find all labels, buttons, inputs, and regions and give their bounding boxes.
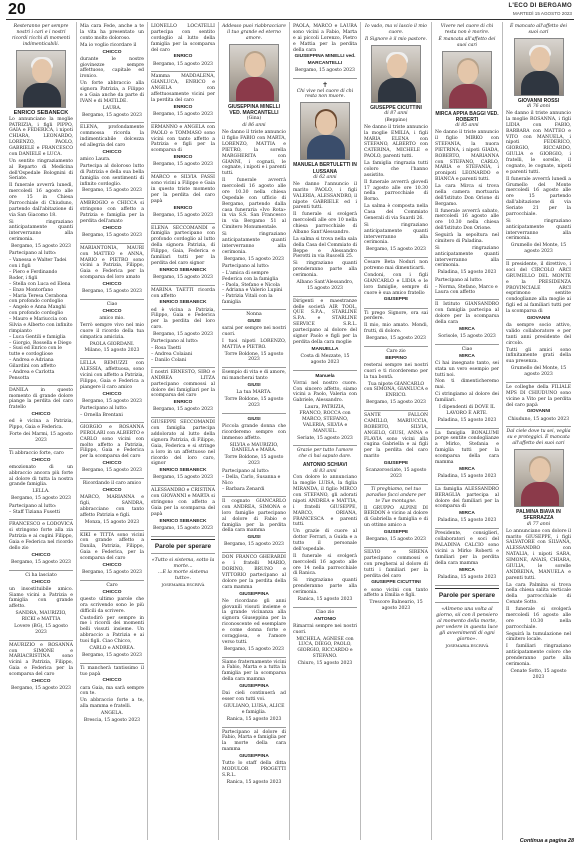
condolence-notice: Ciao MIRCA Ci hai insegnato tanto, sei stata un vero esempio per tutti noi. Non ti dimenticheremo mai. Ci stringiamo al dolore dei familiari. I dipendenti di DOVE IL LAVORO È ARTE. Paladina, 15 agosto 2023 <box>435 345 499 429</box>
column-2 <box>77 22 148 840</box>
condolence-notice: KIKI e TITTA sono vicini con grande affetto a Danila, Patrizia, Filippo, Gaia e Federica, per la scomparsa del caro CHICCO Bergamo, 15 agosto 2023 <box>80 531 144 581</box>
portrait-photo <box>16 50 66 108</box>
condolence-notice: DON FRANCO GHERARDI e i fratelli MARIO, DORINO, BRUNO e VITTORIO partecipano al dolore per la perdita della cara mamma GIUSEPPINA Ne ricordano gli anni giovanili vissuti insieme e la grande vicinanza alla signora Giuseppina per la riconoscente ed esemplare e come donna forte e coraggiosa, e l'amore verso tutti. Bergamo, 15 agosto 2023 <box>222 553 286 657</box>
condolence-notice: Il presidente, il direttivo, i soci del CIRCOLO ARCI GRUMELLO DEL MONTE e la PRESIDENZA PROVINCIALE ARCI esprimono sentite condoglianze alla moglie ai figli ed ai familiari tutti per la scomparsa di GIOVANNI da sempre socio attivo, valido collaboratore e per tanti anni presidente del circolo. Tutti gli amici sono infinitamente grati della sua presenza. Grumello del Monte, 15 agosto 2023 <box>506 260 571 383</box>
condolence-list: – Vanessa e Walter Tadei con i figli – Piero e Ferdinando Roder, i figli – Stella con Luca ed Elena – Enzo Montorfano – Maria Teresa Cerabona con profondo cordoglio – Angelo e Anna Manghi con profondo cordoglio – Mauro e Mariuccia con Silvia e Alberto con infinito rimpianto – Luca Gentili e famiglia – Giorgio, Rossella e Diego – Susi ed Enrico con le tutte e cordogliose – Andrea e Adriana Gilardini con affetto – Andrea e Carlotta Pensotta <box>9 258 73 381</box>
condolence-notice: MARIANTONIA, MAURI con MATTEO e ANNA, MARIO e PIETRO sono vicini a Patrizia, Filippo, Gaia e Federica per la scomparsa del loro amato CHICCO Bergamo, 15 agosto 2023 <box>80 244 144 300</box>
condolence-notice: SANTE FALLON CAMILLO, MARIUCCIA, ROBERTO, SILVIA, ANGELO, GIUSI, ANNA e FLAVIA sono vicini alla cugina Gabriella e ai figli per la perdita del caro marito GIUSEPPE Scanzorosciate, 15 agosto 2023 <box>364 411 428 485</box>
column-6 <box>361 22 432 840</box>
page-number: 20 <box>8 1 26 18</box>
condolence-notice: Esempio di vita e di amore, mi mancherai tanto GIUSI La tua MARTA. Torre Boldone, 15 agosto 2023 <box>222 368 286 414</box>
column-7 <box>432 22 503 840</box>
condolence-notice: PAOLA, MARCO e LAURA sono vicini a Fabio, Marta e ai piccoli Lorenzo, Pietro e Mattia per la perdita della cara GIUSEPPINA MINELLI ved. MARCANTELLI Bergamo, 15 agosto 2023 <box>293 22 357 79</box>
condolence-notice: Il cognato GIANCARLO con ANDREA, SIMONA e loro famiglie partecipano al dolore di Fabio e famiglia per la perdita della cara mamma GIUSI Bergamo, 15 agosto 2023 <box>222 497 286 553</box>
cross-icon: ✝ <box>322 80 328 89</box>
columns <box>6 22 574 840</box>
condolence-notice: ELENA SECCOMANDI e famiglia partecipano con profondo cordoglio al lutto della signora Patrizia, di Filippo, Gaia, Federica e familiari tutti per la perdita del caro signor ENRICO SEBANECK Bergamo, 15 agosto 2023 <box>151 224 215 286</box>
condolence-notice: Ti preghiamo, nel tuo paradiso facci andare per te Tue montagne. Il GRUPPO ALPINI DI BERDON è vicino al dolore di Gabriella e famiglia e di un ottimo amico a GIUSEPPE Bergamo, 15 agosto 2023 <box>364 485 428 548</box>
obituary-notice: Addesso puoi riabbracciare il tuo grande ed eterno amore. GIUSEPPINA MINELLI VED. MARCANTELLI (Gina) di 86 anni Ne danno il triste annuncio il figlio FABIO con MARTA, LORENZO, MATTIA e PIETRO, la sorella MARGHERITA con GIANNI, i cognati, le cognate, i nipoti e i parenti tutti. Il funerale avverrà mercoledì 16 agosto alle ore 10.30 nella chiesa Ospedale con ufficio di Bergamo, partendo dalla casa funeraria «Ivo Rota» in via S.S. San Francesco in via Bergamo 51 al Cimitero Monumentale. Si ringraziano anticipatamente quanti interverranno alla cerimonia. Bergamo, 15 agosto 2023 Partecipano al lutto: – L'amica di sempre Federica con la famiglia – Paola, Stefano e Nicola – Adriana e Valerio Lupini – Patrizia Vitali con la famiglia <box>222 22 286 310</box>
publication-date: MARTEDÌ 15 AGOSTO 2023 <box>512 10 572 16</box>
column-8 <box>503 22 574 840</box>
words-of-hope-title: Parole per sperare <box>435 588 499 603</box>
condolence-notice: La famiglia BONALUMI porge sentite condoglianze a Mirko, Stefania e famiglia tutti per la scomparsa della cara mamma MIRCA Paladina, 15 agosto 2023 <box>435 429 499 485</box>
column-3 <box>148 22 219 840</box>
condolence-notice: La famiglia ALESSANDRO BERAGLIA partecipa al dolore dei familiari per la scomparsa di MIRCA Paladina, 15 agosto 2023 <box>435 485 499 530</box>
condolence-notice: Dirigenti e maestranze delle società AIR TOOL, QUE S.P.A., STARLINE S.P.A. e STARLINE SERVICE S.R.L. partecipano al dolore del signor Paolo e figli per la perdita della cara moglie MANUELLA Costa di Mezzate, 15 agosto 2023 <box>293 297 357 371</box>
portrait-photo <box>229 44 279 102</box>
condolence-notice: LELLA REMUZZI con ALESSIA, affettuosa, sono vicini con affetto a Patrizia, Filippo, Gaia e Federica a piangere il caro amico CHICCO Bergamo, 15 agosto 2023 Partecipano al lutto: – Ornella Brentani <box>80 359 144 423</box>
condolence-notice: MARCO e SILVIA FASSI sono vicini a Filippo e Gaia in questo triste momento per la perdita del caro papà ENRICO Bergamo, 15 agosto 2023 <box>151 173 215 223</box>
condolence-notice: SILVIO e SIRENA partecipano commossi e con pregherai al dolore di tutti i familiari per la perdita del caro GIUSEPPE CICUTTINI e sono vicini con tanto affetto a Emilia e figli. Trescore Balneario, 15 agosto 2023 <box>364 550 428 612</box>
condolence-notice: ERMANNO e ANGELA con PAOLO e TOMMASO sono vicini con tanto affetto a Patrizia e figli per la scomparsa di ENRICO Bergamo, 15 agosto 2023 <box>151 123 215 173</box>
obituary-notice: È mancato all'affetto dei suoi cari GIOVANNI ROSSI di 76 anni Ne danno il triste annuncio la moglie ROSANNA, i figli LIDIA con FABIO, BARBARA con MATTEO e VITO con MANUELA, i nipoti FEDERICO, GIORGIO, RICCARDO, GIULIA e GIORGIO, i fratelli, le sorelle, il cognato, le cognate, nipoti e parenti tutti. Il funerale avverrà lunedì a Grumello del Monte mercoledì 16 agosto alle ore 15 partendo dall'abitazione di via Seriate 21 per la parrocchiale. Si ringraziano anticipatamente quanti interverranno alla cerimonia. Grumello del Monte, 15 agosto 2023 <box>506 22 571 260</box>
portrait-photo <box>300 102 350 160</box>
words-of-hope-title: Parole per sperare <box>151 539 215 554</box>
obituary-notice: Io vado, ma vi lascio il mio cuore. Il Signore è il mio pastore. GIUSEPPE CICUTTINI di 87 anni (Beppino) Ne danno il triste annuncio la moglie EMILIA, i figli MARIA ELENA con STEFANO, ALBERTO con CATERINA, MICHELE e PAOLO, parenti tutti. La famiglia ringrazia tutti coloro che l'hanno assistito. Il funerale avverrà giovedì 17 agosto alle ore 10.30 nella parrocchiale di Borno. La salma è composta nella Casa del Commiato Generali di via Suardi 26. Si ringraziano anticipatamente quanti interverranno alla cerimonia. Bergamo, 15 agosto 2023 <box>364 22 428 258</box>
condolence-notice: Mamma MADDALENA, GIANLUCA, ENRICO e ANGELA con affettuosamente vicini per la perdita del caro ENRICO Bergamo, 15 agosto 2023 <box>151 72 215 122</box>
portrait-photo <box>514 449 564 507</box>
column-4 <box>219 22 290 840</box>
deceased-name: GIUSEPPINA MINELLI VED. MARCANTELLI <box>227 103 281 117</box>
portrait-photo <box>442 51 492 109</box>
obituary-notice: Vivere nel cuore di chi resta non è morire. È mancata all'affetto dei suoi cari MIRCA APPIA BAGGI VED. ROBERTI di 85 anni Ne danno il triste annuncio il figlio MIRKO con STEFANIA, la nuora PIETRINA, i nipoti GIADA, ROBERTO, MARIANNA con STEFANO, CARLO, MARIA e STEFANIA, i pronipoti LEONARDO e BIANCA e parenti tutti. La cara Mirca si trova nella camera mortuaria dell'Istituto Don Orione di Bergamo. Il funerale avverrà sabato, mercoledì 16 agosto alle ore 10.30 nella chiesa dell'Istituto Don Orione. Seguirà la sepoltura nel cimitero di Paladina. Si ringraziano anticipatamente quanti interverranno alla cerimonia. Paladina, 15 agosto 2023 Partecipano al lutto: – Norma, Stefano, Marco e Laura con affetto <box>435 22 499 300</box>
condolence-notice: Nonna GIUSI sarai per sempre nei nostri cuori. I tuoi nipoti LORENZO, MATTIA e PIETRO. Torre Boldone, 15 agosto 2023 <box>222 310 286 368</box>
continued-on-page[interactable]: Continua a pagina 28 <box>519 838 574 845</box>
obituary-notice: Dal ciele dove tu sei, veglia su e proteggici. È mancata all'affetto dei suoi cari PALMINA BIAVA IN SFERRAZZA di 77 anni Lo annunciano con dolore il marito GIUSEPPE, i figli SALVATORE con SILVANA, ALESSANDRO con NATALIA, i nipoti SARA, SIMONE, ANAIS, CHIARA, GIULIA, le sorelle ANDREINA, MANUELA e parenti tutti. La cara Palmina si trova nella chiesa salita verticale della parrocchiale di Cenate Sotto. Il funerale si svolgerà mercoledì 16 agosto alle ore 10.30 nella parrocchiale. Seguirà la tumulazione nel cimitero locale. I familiari ringraziano anticipatamente coloro che prenderanno parte alla cerimonia. Cenate Sotto, 15 agosto 2023 <box>506 429 571 680</box>
condolence-notice: MAURIZIO e ROSANNA con SIMONE e MARIACRISTINA sono vicini a Patrizia, Filippo, Gaia e Federica per la scomparsa del caro CHICCO Bergamo, 15 agosto 2023 <box>9 642 73 692</box>
masthead <box>508 3 572 17</box>
condolence-notice: Il Istituto GIANSANDRO con famiglia partecipa al dolore per la scomparsa della cara MIRCA Sorisole, 15 agosto 2023 <box>435 300 499 345</box>
condolence-notice: LIONELLO LOCATELLI partecipa con sentito cordoglio al lutto della famiglia per la scomparsa del caro ENRICO Bergamo, 15 agosto 2023 <box>151 22 215 72</box>
portrait-photo <box>514 38 564 96</box>
condolence-notice: Caro zio BEPPINO resterai sempre nei nostri cuori e ti ricorderemo per la tua bontà. Tua nipote GIANCARLO con SIMONA, GIANLUCA e ENRICO. Bergamo, 15 agosto 2023 <box>364 347 428 411</box>
words-of-hope-quote: «Tutto si sistema, sotto la morte... ...E la morte sistema tutto». JOSEMARIA ESCRIVÀ <box>151 557 215 588</box>
obituary-notice: ✝ Chi vive nel cuore di chi resta non muore. MANUELA BERTULETTI IN LUSSANA di 62 anni Ne danno l'annuncio il marito PAOLO, i figli VALERIA, ALESSANDRO, il nipote GABRIELE ed i parenti tutti. Il funerale si svolgerà mercoledì alle ore 10 nella chiesa parrocchiale di Albano Sant'Alessandro. La salma si trova nella sala della Casa del Commiato di Beppe e Alessandro Pierotti in via Ruscelli 25. Si ringraziano quanti prenderanno parte alla cerimonia. Albano Sant'Alessandro, 15 agosto 2023 <box>293 79 357 297</box>
condolence-notice: I nostri ERNESTO, SIRO e ANDREA LITZA partecipano commossi al dolore dei famigliari per la scomparsa del caro ENRICO Bergamo, 15 agosto 2023 <box>151 368 215 418</box>
obituary-notice: Resteranno per sempre nostri i cari e i nostri ricordi ricchi di momenti indimenticabili. ENRICO SEBANECK Lo annunciano la moglie PATRIZIA, i figli PIPPO, GAIA e FEDERICA, i nipoti CHIARA, LEONARDO, LORENZO, PAOLO, GABRIELE e FRANCESCO con DANIELE e LUCA. Un sentito ringraziamento al Reparto di Medicina dell'Ospedale Bolognini di Seriate. Il funerale avverrà lunedì, mercoledì 16 agosto alle ore 15 in Chiesa Parrocchiale di Chiuduno, partendo dall'abitazione di via San Giacomo 18. Si ringraziano anticipatamente quanti interverranno alla cerimonia. Bergamo, 15 agosto 2023 Partecipano al lutto: – Vanessa e Walter Tadei con i figli – Piero e Ferdinando Roder, i figli – Stella con Luca ed Elena – Enzo Montorfano – Maria Teresa Cerabona con profondo cordoglio – Angelo e Anna Manghi con profondo cordoglio – Mauro e Mariuccia con Silvia e Alberto con infinito rimpianto – Luca Gentili e famiglia – Giorgio, Rossella e Diego – Susi ed Enrico con le tutte e cordogliose – Andrea e Adriana Gilardini con affetto – Andrea e Carlotta Pensotta <box>9 22 73 386</box>
deceased-name: GIOVANNI ROSSI <box>517 97 560 104</box>
portrait-photo <box>371 45 421 103</box>
obituary-notice: Grazie per tutto l'amore che ci hai saputo dare. ANTONIO SCHIAVI di 83 anni Con dolore lo annunciano la moglie LUISA, la figlia MIRANDA, il figlio MIRCO con STEFANO, gli adorati nipoti ANDREA e MATTIA, i fratelli GIUSEPPE, MARCO, ORIANA, FRANCESCA e parenti tutti. Un grazie di cuore al dottor Ferrari, a Guida e a tutto il personale dell'ospedale. Il funerale si svolgerà mercoledì 16 agosto alle ore 14 nella parrocchiale di Ranica. Si ringraziano quanti prenderanno parte alla cerimonia. Ranica, 15 agosto 2023 <box>293 446 357 607</box>
condolence-notice: Ricordando il caro amico CHICCO MARCO, MARIANNA e figli, SANDRA, abbracciano con tanto affetto Patrizia e figli. Monza, 15 agosto 2023 <box>80 479 144 530</box>
deceased-name: PALMINA BIAVA IN SFERRAZZA <box>516 509 561 522</box>
column-1 <box>6 22 77 840</box>
deceased-name: ENRICO SEBANECK <box>13 109 69 116</box>
condolence-notice: FRANCESCO e LODOVICA si stringono forte alla zia Patrizia e ai cugini Filippo, Gaia e Federica nel ricordo dello zio CHICCO Bergamo, 15 agosto 2023 <box>9 520 73 570</box>
condolence-notice: Presidente, consiglieri, collaboratori e soci del PALADINA CALCIO sono vicini a Mirko Roberti e familiari per la perdita della cara mamma MIRCA Paladina, 15 agosto 2023 <box>435 529 499 585</box>
condolence-notice: Ti mancherà tantissimo il tuo papà CHICCO cara Gaia, ma sarà sempre con te. Un abbraccio forte a te, alla mamma e fratelli. ANGELA. Brescia, 15 agosto 2023 <box>80 665 144 723</box>
deceased-name: MIRCA APPIA BAGGI VED. ROBERTI <box>435 110 499 123</box>
condolence-notice: DANILA in questo momento di grande dolore piange la perdita del caro fratello CHICCO ed è vicina a Patrizia, Pippo, Gaia e Federica. Forte dei Marmi, 15 agosto 2023 <box>9 386 73 449</box>
publication-name: L'ECO DI BERGAMO <box>508 3 572 9</box>
deceased-name: MANUELA BERTULETTI IN LUSSANA <box>293 162 357 175</box>
condolence-notice: GIORGIO e ROSANNA PEROLARI con ALBERTO e CARLO sono vicini con molto affetto a Patrizia, Filippo, Gaia e Federica per la scomparsa del caro CHICCO Bergamo, 15 agosto 2023 <box>80 423 144 479</box>
words-of-hope-quote: «Almeno una volta al giorno, sii con il pensiero al momento della morte, per vedere in questa luce gli avvenimenti di ogni giorno». JOSEMARIA ESCRIVÀ <box>436 606 498 649</box>
condolence-notice: Cesare Beta Noduri non potremo mai dimenticarti. Condoni, con i figli GIANCARLO e LIDIA e le loro famiglie, sempre di cuore è sua amico fratello GIUSEPPE <box>364 258 428 308</box>
condolence-notice: GIUSEPPE SECCOMANDI con famiglia partecipa addolorato al lutto della signora Patrizia, di Filippo, Gaia, Federica e si stringe a loro in un affettuoso nel ricordo del loro caro, signor ENRICO SEBANECK Bergamo, 15 agosto 2023 <box>151 418 215 486</box>
condolence-notice: Ciao zio ANTONIO Rimarrai sempre nei nostri cuori. MICHELA, AGNESE con LUCA, DIEGO, PAOLO, GIORGIO, RICCARDO e STEFANO. Chiuro, 15 agosto 2023 <box>293 609 357 667</box>
page-header <box>6 0 574 20</box>
condolence-notice: Partecipano al dolore di Fabio, Marta e famiglia per la morte della cara mamma GIUSEPPINA Tutto lo staff della ditta MODULOR PROGETTI S.R.L. Ranica, 15 agosto 2023 <box>222 729 286 785</box>
condolence-notice: Ti abbraccio forte, caro CHICCO emozionato di un abbraccio ancora più forte al dolore di tutta la nostra grande famiglia. LELLA. Bergamo, 15 agosto 2023 Partecipano al lutto: – Staff Tiziana Fusetti <box>9 449 73 521</box>
condolence-notice: ALESSANDRO e CRISTINA con GIOVANNI e MARTA si stringono con affetto a Gaia per la scomparsa del papà ENRICO SEBANECK Bergamo, 15 agosto 2023 <box>151 486 215 536</box>
condolence-notice: AMBROGIO e CHICCA si stringono con affetto a Patrizia e famiglia per la perdita dell'amato CHICCO Bergamo, 15 agosto 2023 <box>80 199 144 244</box>
condolence-notice: ELENA, profondamente commossa ricorda la indimenticabile dolcezza ed allegria del caro CHICCO amico Laura. Partecipa al doloroso lutto di Patrizia e della sua bella famiglia con sentimenti di infinito cordoglio. Bergamo, 15 agosto 2023 <box>80 123 144 199</box>
deceased-name: GIUSEPPE CICUTTINI <box>370 104 422 111</box>
condolence-notice: MARINA TAETTI ricorda con affetto ENRICO SEBANECK ed è vicina a Patrizia, Filippo, Gaia e Federica per la perdita del loro caro. Bergamo, 15 agosto 2023 Partecipano al lutto: – Rosa Taetti – Andrea Colaiani – Danilo Colani <box>151 286 215 368</box>
condolence-notice: Ciao CHICCO amico mio. Terrò sempre vivo nel mio cuore il ricordo della tua simpatica amicizia. PAOLA GIORDANI. Milano, 15 agosto 2023 <box>80 300 144 359</box>
condolence-notice: Manuela Vivrai nel nostro cuore. Con sincero affetto, siamo vicini a Paolo, Valeria con Gabriele, Alessandro. Laura, PATRIZIA, FRANCO, ROCCA con MARCO, STEFANO, VALERIA, SILVIA e MANUEL. Seriate, 15 agosto 2023 <box>293 371 357 447</box>
column-5 <box>290 22 361 840</box>
condolence-notice: Caro CHICCO questo ultimo parole che ora scrivendo sono le più difficili da scrivere. Custodirò per sempre in me i ricordi dei momenti belli vissuti insieme. Un abbraccio a Patrizia e ai tuoi figli. Ciao Chicco, CARLO e ANDREA. Bergamo, 15 agosto 2023 <box>80 581 144 664</box>
condolence-notice: Ti prego Signore, ora sai perdere. Il mio, mio amato. Mondi, frutti, di dolore. Bergamo, 15 agosto 2023 <box>364 309 428 347</box>
condolence-notice: GIUSI Piccola grande donna che ricorderemo sempre con immenso affetto. SILVIA e MAURIZIO, DANIELA e MARA. Torre Boldone, 15 agosto 2023 Partecipano al lutto: – Della, Carlo, Susanna e Nico – Barbara Zenardi <box>222 414 286 497</box>
condolence-notice: Siamo fraternamente vicini a Fabio, Marta e a tutta la famiglia per la scomparsa della cara mamma GIUSEPPINA Dai cieli continuerà ad esser con tutti voi. GIULIANO, LUISA, ALICE e famiglia. Ranica, 15 agosto 2023 <box>222 658 286 728</box>
condolence-notice: Ci ha lasciato CHICCO un insostituibile amico. Siamo vicini a Patrizia e famiglia con grande affetto. SANDRA, MAURIZIO, RICKI e MATTIA Lovere (BG), 15 agosto 2023 <box>9 571 73 641</box>
condolence-notice: Mia cara Fede, anche a te la vita ha presentato un conto molto doloroso. Ma io voglio ricordare il CHICCO durante le nostre giovinezze sempre affettuoso, capitale ed ironico. Un forte abbraccio alla signora Patrizia, a Filippo e a Gaia anche da parte di IVAN e di MATILDE. LAURA. Bergamo, 15 agosto 2023 <box>80 22 144 123</box>
deceased-name: ANTONIO SCHIAVI <box>302 462 348 469</box>
condolence-notice: Le colleghe della FILIALE MPS DI CHIUDUNO sono vicine a Vito per la perdita del caro papà GIOVANNI Chiuduno, 15 agosto 2023 <box>506 383 571 428</box>
